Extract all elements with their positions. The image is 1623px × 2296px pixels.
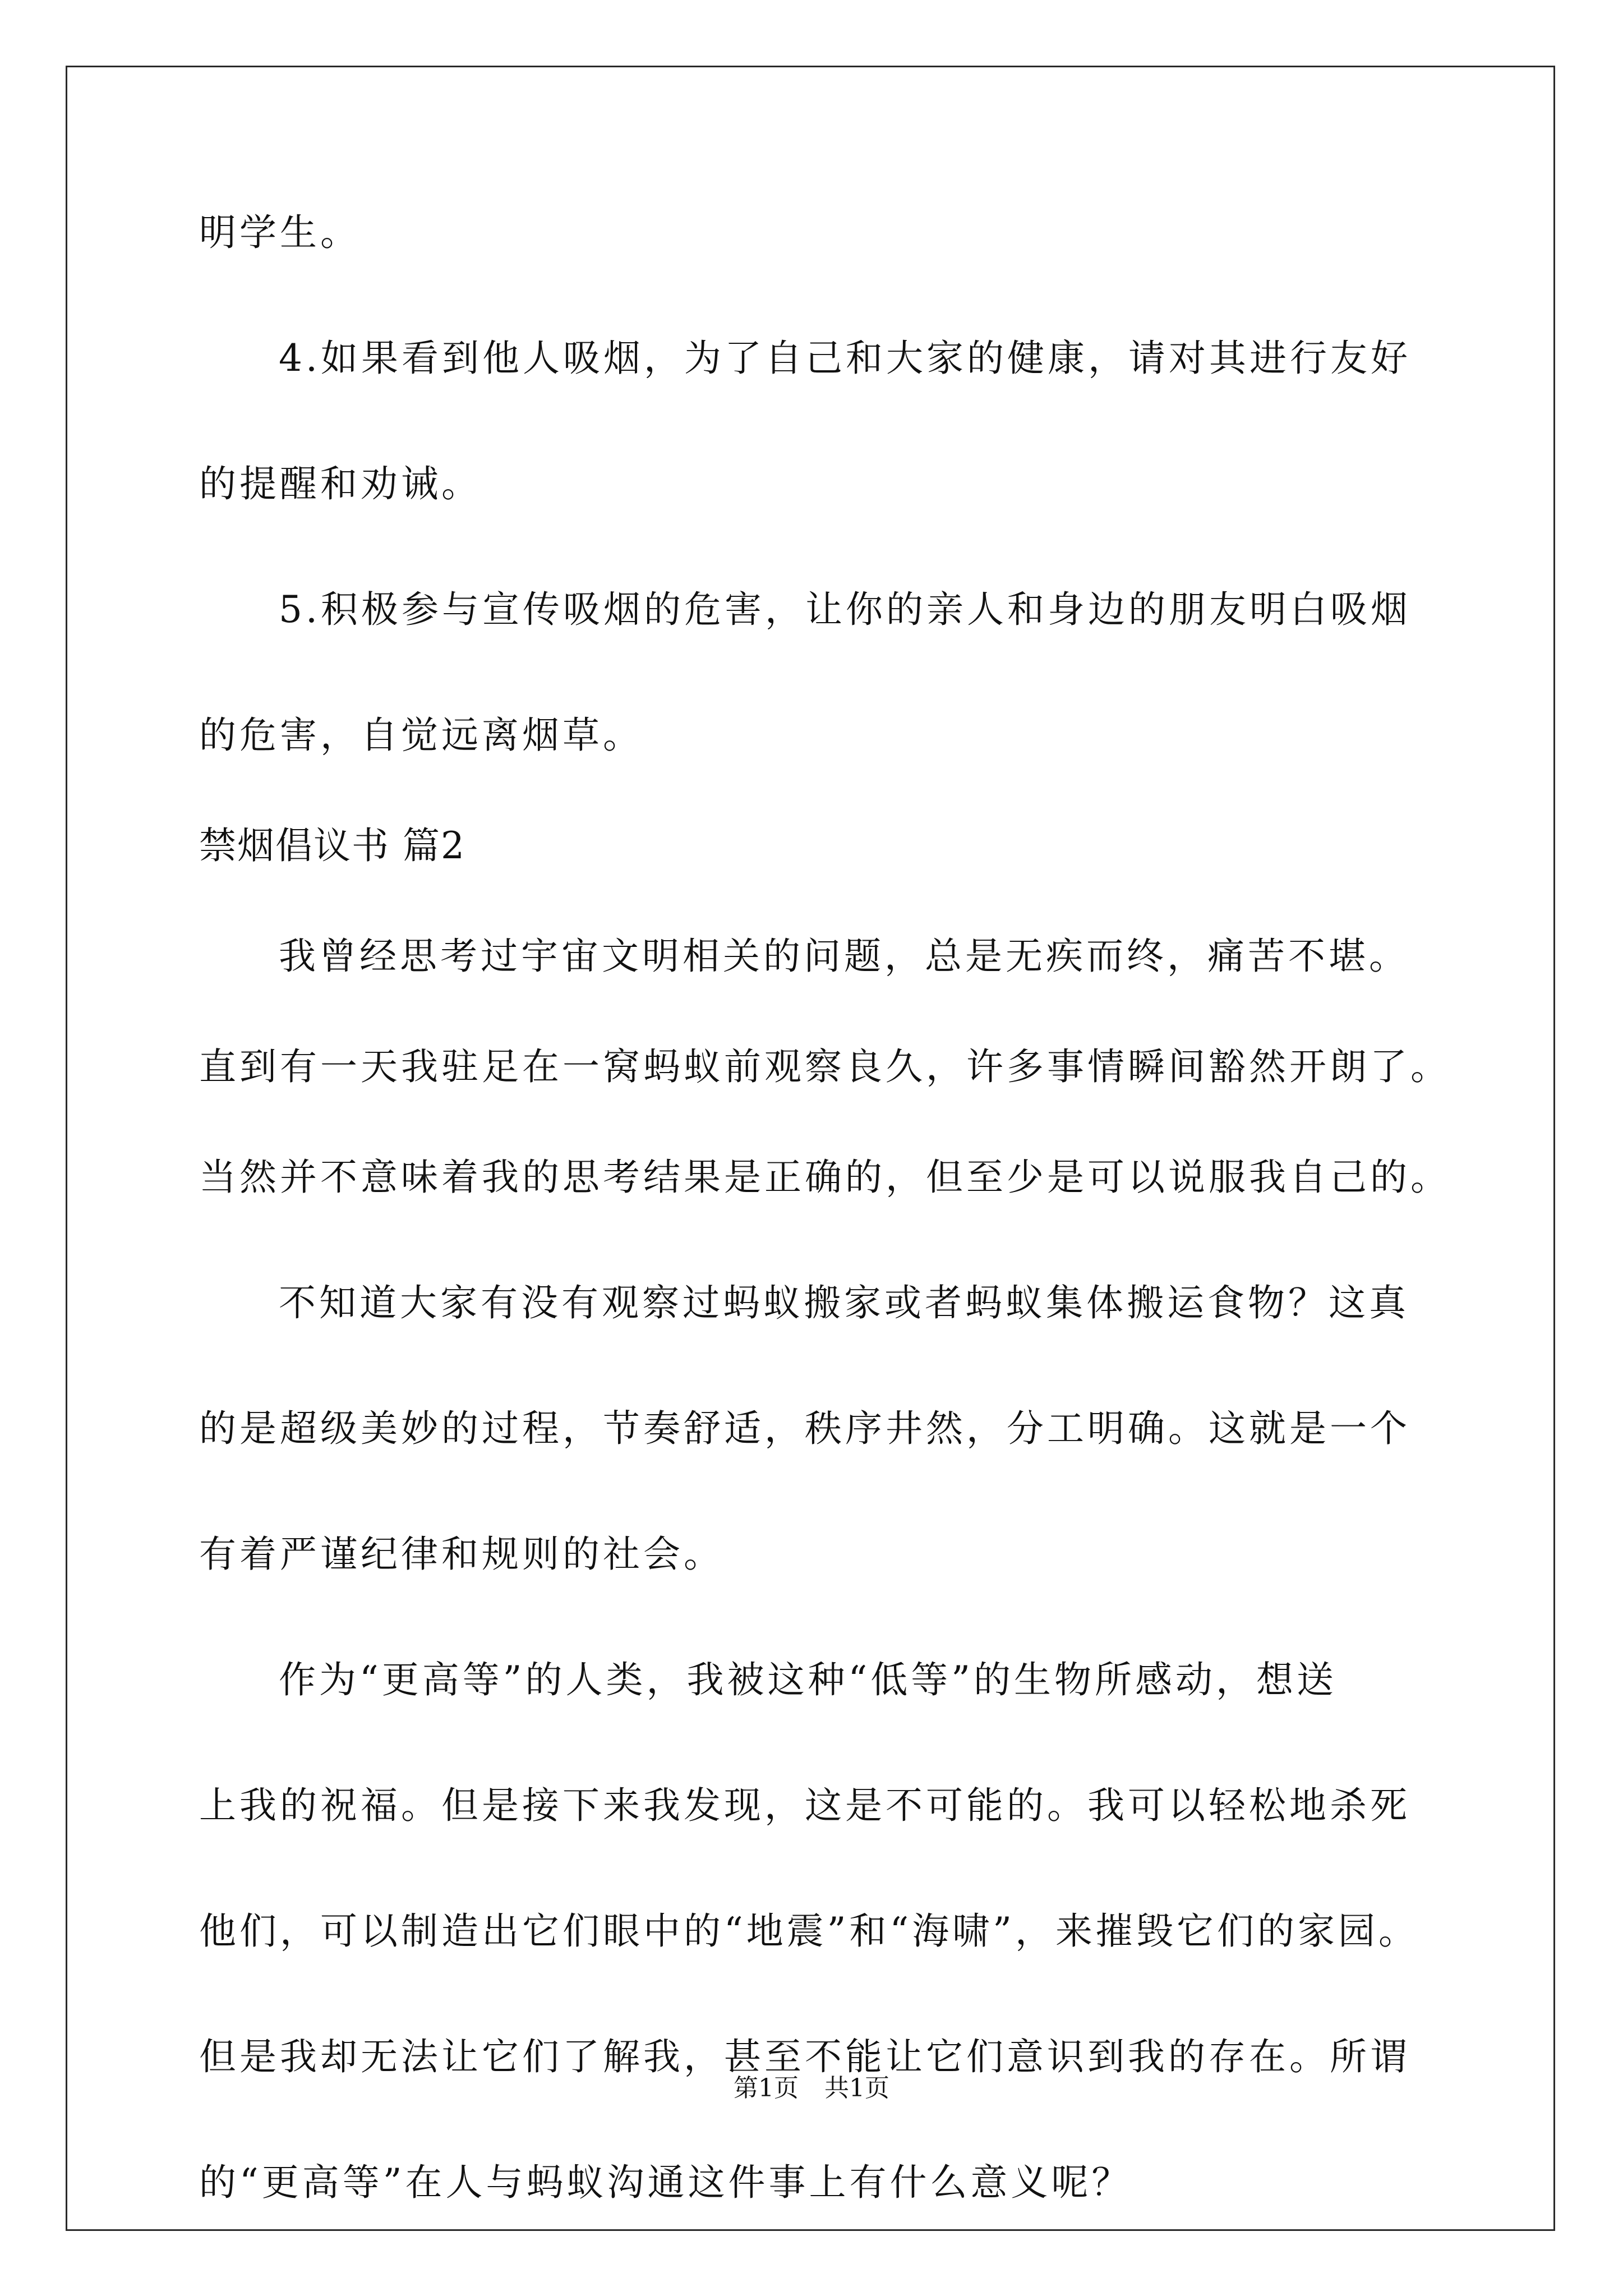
text-line: 的提醒和劝诫。 bbox=[199, 462, 482, 505]
document-body bbox=[199, 208, 1451, 2208]
text-line: 他们，可以制造出它们眼中的“地震”和“海啸”，来摧毁它们的家园。 bbox=[199, 1910, 1419, 1953]
text-line: 的危害，自觉远离烟草。 bbox=[199, 714, 643, 757]
text-line: 5.积极参与宣传吸烟的危害，让你的亲人和身边的朋友明白吸烟 bbox=[279, 588, 1411, 631]
text-line: 的是超级美妙的过程，节奏舒适，秩序井然，分工明确。这就是一个 bbox=[199, 1407, 1410, 1450]
text-line: 有着严谨纪律和规则的社会。 bbox=[199, 1533, 724, 1576]
text-line: 4.如果看到他人吸烟，为了自己和大家的健康，请对其进行友好 bbox=[279, 337, 1411, 380]
text-line: 上我的祝福。但是接下来我发现，这是不可能的。我可以轻松地杀死 bbox=[199, 1784, 1410, 1827]
page-number-total: 共1页 bbox=[824, 2074, 889, 2102]
section-heading: 禁烟倡议书 篇2 bbox=[199, 824, 465, 867]
text-line: 当然并不意味着我的思考结果是正确的，但至少是可以说服我自己的。 bbox=[199, 1156, 1451, 1199]
text-line: 我曾经思考过宇宙文明相关的问题，总是无疾而终，痛苦不堪。 bbox=[279, 935, 1409, 978]
text-line: 作为“更高等”的人类，我被这种“低等”的生物所感动，想送 bbox=[279, 1658, 1337, 1701]
page-number-current: 第1页 bbox=[734, 2074, 799, 2102]
text-line: 的“更高等”在人与蚂蚁沟通这件事上有什么意义呢？ bbox=[199, 2161, 1132, 2204]
page-footer bbox=[0, 2073, 1623, 2104]
text-line: 不知道大家有没有观察过蚂蚁搬家或者蚂蚁集体搬运食物？这真 bbox=[279, 1281, 1409, 1324]
text-line: 直到有一天我驻足在一窝蚂蚁前观察良久，许多事情瞬间豁然开朗了。 bbox=[199, 1045, 1451, 1088]
text-line: 但是我却无法让它们了解我，甚至不能让它们意识到我的存在。所谓 bbox=[199, 2035, 1410, 2078]
text-line: 明学生。 bbox=[199, 211, 361, 254]
